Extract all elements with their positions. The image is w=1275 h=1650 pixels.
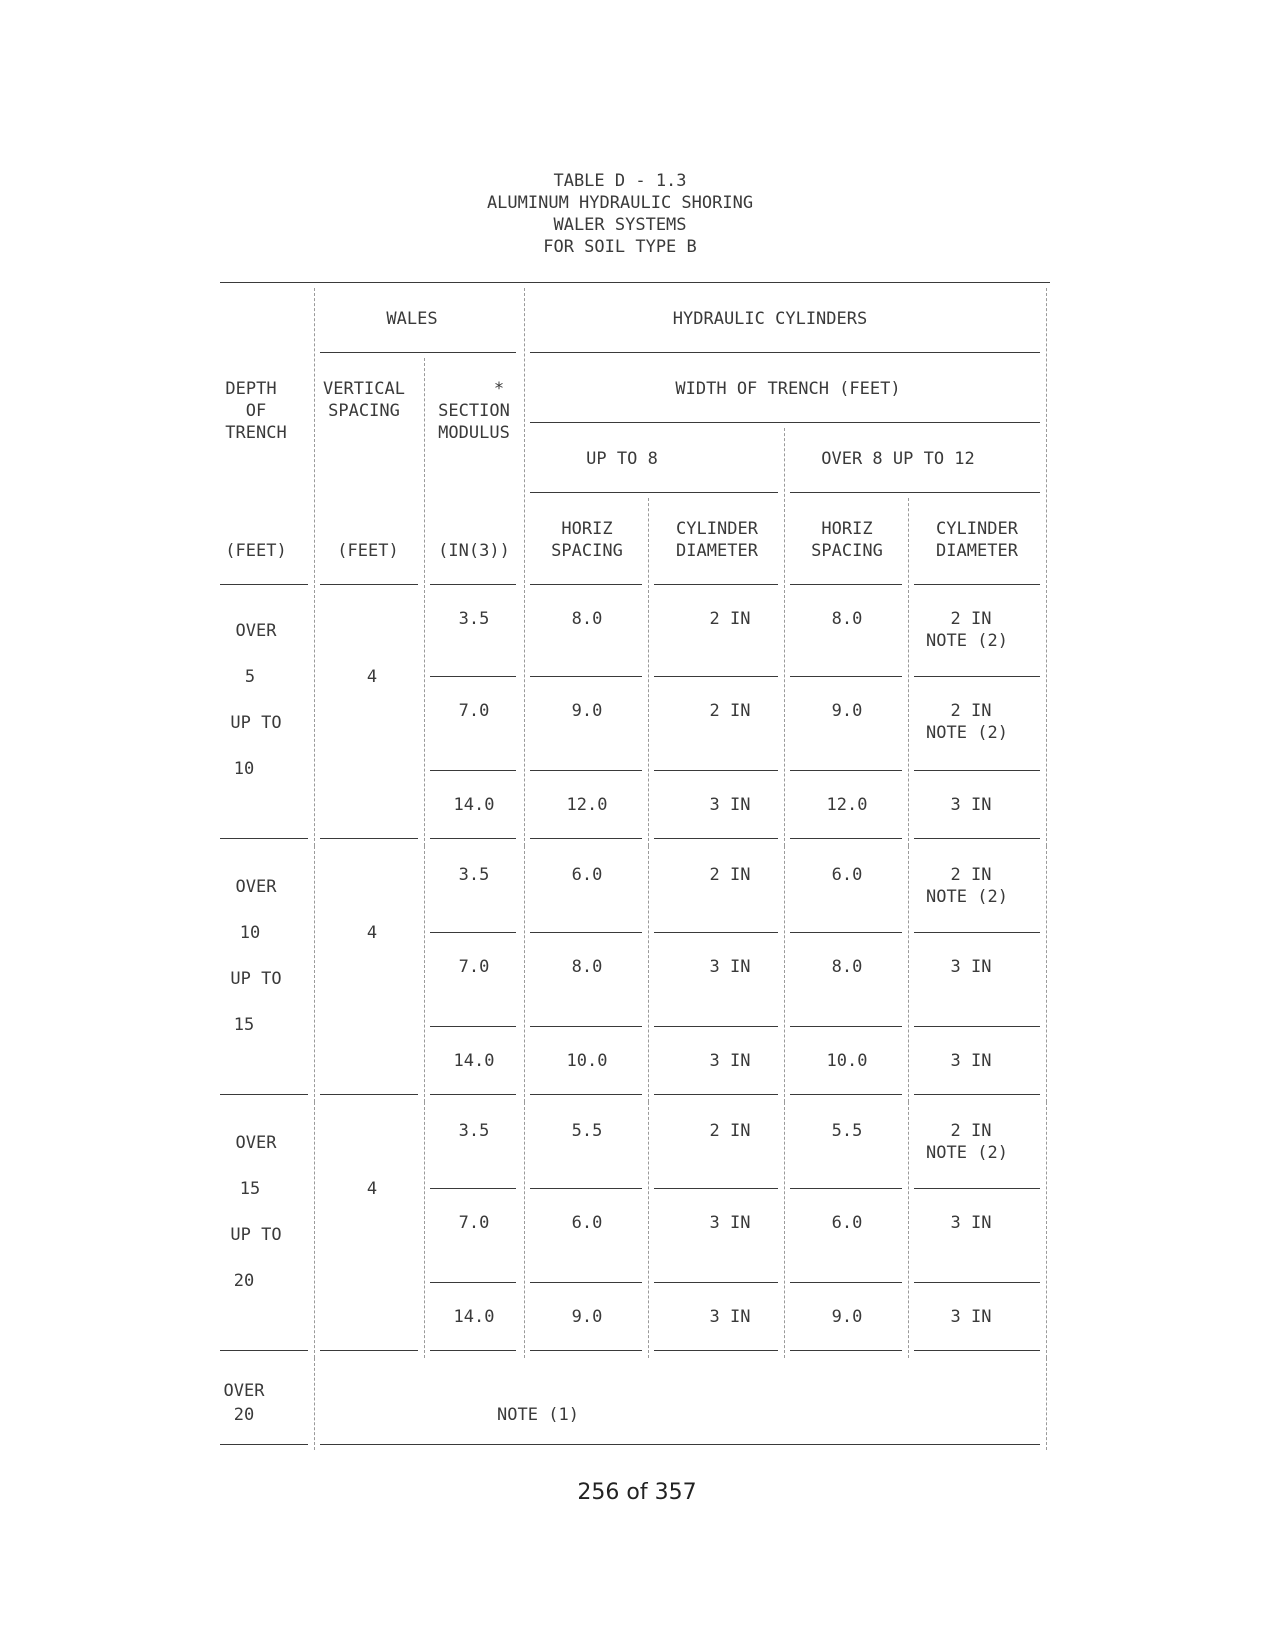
rule — [320, 584, 418, 585]
rule — [790, 1026, 902, 1027]
depth-cell: 15 — [239, 1179, 261, 1199]
section-modulus-cell: 3.5 — [458, 865, 490, 885]
rule — [430, 838, 516, 839]
vertical-spacing-header: VERTICAL — [323, 379, 405, 399]
horiz-spacing-cell: 12.0 — [826, 795, 868, 815]
vertical-spacing-cell: 4 — [366, 667, 378, 687]
rule — [530, 352, 1040, 353]
rule — [530, 422, 1040, 423]
horiz-spacing-cell: 6.0 — [831, 865, 863, 885]
depth-header: OF — [245, 401, 267, 421]
horiz-spacing-cell: 9.0 — [831, 701, 863, 721]
depth-cell: 20 — [233, 1271, 255, 1291]
cylinder-diameter-header: CYLINDER — [676, 519, 758, 539]
depth-cell: UP TO — [230, 1225, 282, 1245]
vertical-unit: (FEET) — [337, 541, 399, 561]
rule — [530, 492, 778, 493]
rule — [430, 584, 516, 585]
horiz-spacing-cell: 6.0 — [571, 1213, 603, 1233]
horiz-spacing-cell: 9.0 — [571, 1307, 603, 1327]
cylinder-diameter-header: DIAMETER — [936, 541, 1018, 561]
rule — [790, 676, 902, 677]
hydraulic-cylinders-header: HYDRAULIC CYLINDERS — [672, 309, 868, 329]
rule — [654, 1094, 778, 1095]
rule — [790, 1282, 902, 1283]
horiz-spacing-cell: 8.0 — [571, 957, 603, 977]
horiz-spacing-cell: 6.0 — [831, 1213, 863, 1233]
rule — [220, 838, 308, 839]
divider — [314, 846, 315, 1102]
cylinder-diameter-cell: 3 IN — [709, 1051, 751, 1071]
rule — [914, 1188, 1040, 1189]
section-modulus-cell: 7.0 — [458, 1213, 490, 1233]
cylinder-diameter-cell: 2 IN — [950, 701, 992, 721]
rule — [790, 584, 902, 585]
rule — [220, 1350, 308, 1351]
width-of-trench-header: WIDTH OF TRENCH (FEET) — [675, 379, 901, 399]
cylinder-diameter-cell: 3 IN — [950, 795, 992, 815]
horiz-spacing-cell: 6.0 — [571, 865, 603, 885]
section-unit: (IN(3)) — [438, 541, 510, 561]
title-line: TABLE D - 1.3 — [553, 171, 687, 191]
divider — [784, 846, 785, 1102]
section-modulus-cell: 3.5 — [458, 609, 490, 629]
divider — [908, 1102, 909, 1358]
rule — [320, 352, 516, 353]
divider — [648, 1102, 649, 1358]
cylinder-diameter-cell: 3 IN — [950, 1051, 992, 1071]
rule — [914, 1350, 1040, 1351]
title-line: WALER SYSTEMS — [553, 215, 687, 235]
rule — [530, 1188, 642, 1189]
rule — [914, 1026, 1040, 1027]
horiz-spacing-header: HORIZ — [561, 519, 613, 539]
horiz-spacing-cell: 8.0 — [571, 609, 603, 629]
vertical-spacing-cell: 4 — [366, 923, 378, 943]
rule — [790, 932, 902, 933]
section-modulus-cell: 7.0 — [458, 957, 490, 977]
divider — [524, 288, 525, 588]
horiz-spacing-header: SPACING — [811, 541, 883, 561]
rule — [790, 1188, 902, 1189]
rule — [320, 1094, 418, 1095]
divider — [314, 1358, 315, 1450]
rule — [914, 1282, 1040, 1283]
divider — [524, 590, 525, 846]
horiz-spacing-cell: 10.0 — [566, 1051, 608, 1071]
horiz-spacing-cell: 8.0 — [831, 957, 863, 977]
depth-cell: UP TO — [230, 969, 282, 989]
divider — [784, 1102, 785, 1358]
cylinder-diameter-cell: 2 IN — [709, 609, 751, 629]
rule — [530, 584, 642, 585]
divider — [648, 846, 649, 1102]
rule — [530, 676, 642, 677]
cylinder-diameter-cell: 2 IN — [709, 701, 751, 721]
depth-cell: UP TO — [230, 713, 282, 733]
divider — [424, 358, 425, 588]
rule — [654, 838, 778, 839]
depth-cell: 5 — [244, 667, 256, 687]
horiz-spacing-cell: 5.5 — [831, 1121, 863, 1141]
rule — [914, 584, 1040, 585]
divider — [1046, 590, 1047, 846]
cylinder-diameter-cell: 2 IN — [709, 865, 751, 885]
vertical-spacing-cell: 4 — [366, 1179, 378, 1199]
rule — [790, 838, 902, 839]
title-line: FOR SOIL TYPE B — [543, 237, 697, 257]
divider — [524, 1102, 525, 1358]
divider — [1046, 1102, 1047, 1358]
cylinder-diameter-cell: 3 IN — [709, 795, 751, 815]
table-top-rule — [220, 282, 1050, 283]
depth-header: TRENCH — [225, 423, 287, 443]
rule — [790, 492, 1040, 493]
cylinder-diameter-cell: 3 IN — [950, 957, 992, 977]
cylinder-diameter-cell: 3 IN — [709, 957, 751, 977]
cylinder-diameter-cell: 3 IN — [709, 1213, 751, 1233]
rule — [320, 1444, 1040, 1445]
rule — [430, 1188, 516, 1189]
depth-cell: OVER — [223, 1381, 265, 1401]
rule — [530, 1094, 642, 1095]
divider — [424, 1102, 425, 1358]
section-modulus-cell: 14.0 — [453, 1051, 495, 1071]
cylinder-diameter-cell: 2 IN — [950, 865, 992, 885]
section-modulus-header: MODULUS — [438, 423, 510, 443]
depth-cell: OVER — [235, 621, 277, 641]
rule — [654, 1350, 778, 1351]
rule — [430, 1094, 516, 1095]
depth-cell: OVER — [235, 877, 277, 897]
cylinder-diameter-cell: 3 IN — [709, 1307, 751, 1327]
horiz-spacing-cell: 5.5 — [571, 1121, 603, 1141]
depth-unit: (FEET) — [225, 541, 287, 561]
divider — [648, 590, 649, 846]
depth-header: DEPTH — [225, 379, 277, 399]
rule — [530, 1026, 642, 1027]
rule — [654, 1026, 778, 1027]
rule — [530, 770, 642, 771]
depth-cell: 10 — [239, 923, 261, 943]
rule — [220, 1444, 308, 1445]
divider — [314, 590, 315, 846]
horiz-spacing-header: HORIZ — [821, 519, 873, 539]
divider — [314, 1102, 315, 1358]
section-modulus-header: SECTION — [438, 401, 510, 421]
rule — [914, 1094, 1040, 1095]
rule — [530, 1350, 642, 1351]
rule — [790, 1094, 902, 1095]
rule — [430, 932, 516, 933]
rule — [430, 1350, 516, 1351]
horiz-spacing-cell: 9.0 — [571, 701, 603, 721]
cylinder-diameter-header: CYLINDER — [936, 519, 1018, 539]
divider — [1046, 288, 1047, 588]
wales-header: WALES — [386, 309, 438, 329]
rule — [320, 838, 418, 839]
horiz-spacing-cell: 12.0 — [566, 795, 608, 815]
cylinder-diameter-cell: NOTE (2) — [926, 887, 1008, 907]
over-8-up-to-12-header: OVER 8 UP TO 12 — [821, 449, 975, 469]
cylinder-diameter-cell: NOTE (2) — [926, 1143, 1008, 1163]
vertical-spacing-header: SPACING — [328, 401, 400, 421]
cylinder-diameter-cell: NOTE (2) — [926, 723, 1008, 743]
section-modulus-cell: 3.5 — [458, 1121, 490, 1141]
horiz-spacing-cell: 9.0 — [831, 1307, 863, 1327]
rule — [914, 770, 1040, 771]
rule — [914, 932, 1040, 933]
rule — [430, 770, 516, 771]
cylinder-diameter-header: DIAMETER — [676, 541, 758, 561]
title-line: ALUMINUM HYDRAULIC SHORING — [486, 193, 754, 213]
depth-cell: OVER — [235, 1133, 277, 1153]
section-modulus-cell: 7.0 — [458, 701, 490, 721]
rule — [654, 676, 778, 677]
divider — [424, 590, 425, 846]
rule — [430, 1026, 516, 1027]
rule — [530, 838, 642, 839]
section-modulus-cell: 14.0 — [453, 1307, 495, 1327]
divider — [908, 498, 909, 588]
note-1-cell: NOTE (1) — [497, 1405, 579, 1425]
rule — [914, 838, 1040, 839]
rule — [654, 932, 778, 933]
horiz-spacing-cell: 10.0 — [826, 1051, 868, 1071]
rule — [914, 676, 1040, 677]
horiz-spacing-cell: 8.0 — [831, 609, 863, 629]
rule — [530, 1282, 642, 1283]
divider — [908, 590, 909, 846]
divider — [784, 590, 785, 846]
cylinder-diameter-cell: 2 IN — [950, 1121, 992, 1141]
divider — [314, 288, 315, 588]
cylinder-diameter-cell: NOTE (2) — [926, 631, 1008, 651]
rule — [220, 1094, 308, 1095]
rule — [654, 1188, 778, 1189]
rule — [654, 584, 778, 585]
rule — [654, 1282, 778, 1283]
rule — [530, 932, 642, 933]
rule — [790, 1350, 902, 1351]
rule — [320, 1350, 418, 1351]
horiz-spacing-header: SPACING — [551, 541, 623, 561]
cylinder-diameter-cell: 3 IN — [950, 1213, 992, 1233]
depth-cell: 10 — [233, 759, 255, 779]
rule — [430, 1282, 516, 1283]
depth-cell: 20 — [233, 1405, 255, 1425]
rule — [430, 676, 516, 677]
section-modulus-cell: 14.0 — [453, 795, 495, 815]
divider — [648, 498, 649, 588]
depth-cell: 15 — [233, 1015, 255, 1035]
rule — [220, 584, 308, 585]
divider — [424, 846, 425, 1102]
rule — [790, 770, 902, 771]
up-to-8-header: UP TO 8 — [586, 449, 658, 469]
divider — [1046, 846, 1047, 1102]
page-number: 256 of 357 — [577, 1480, 697, 1505]
divider — [908, 846, 909, 1102]
divider — [1046, 1358, 1047, 1450]
cylinder-diameter-cell: 3 IN — [950, 1307, 992, 1327]
cylinder-diameter-cell: 2 IN — [950, 609, 992, 629]
section-modulus-asterisk: * — [493, 379, 505, 399]
divider — [784, 428, 785, 588]
divider — [524, 846, 525, 1102]
rule — [654, 770, 778, 771]
cylinder-diameter-cell: 2 IN — [709, 1121, 751, 1141]
